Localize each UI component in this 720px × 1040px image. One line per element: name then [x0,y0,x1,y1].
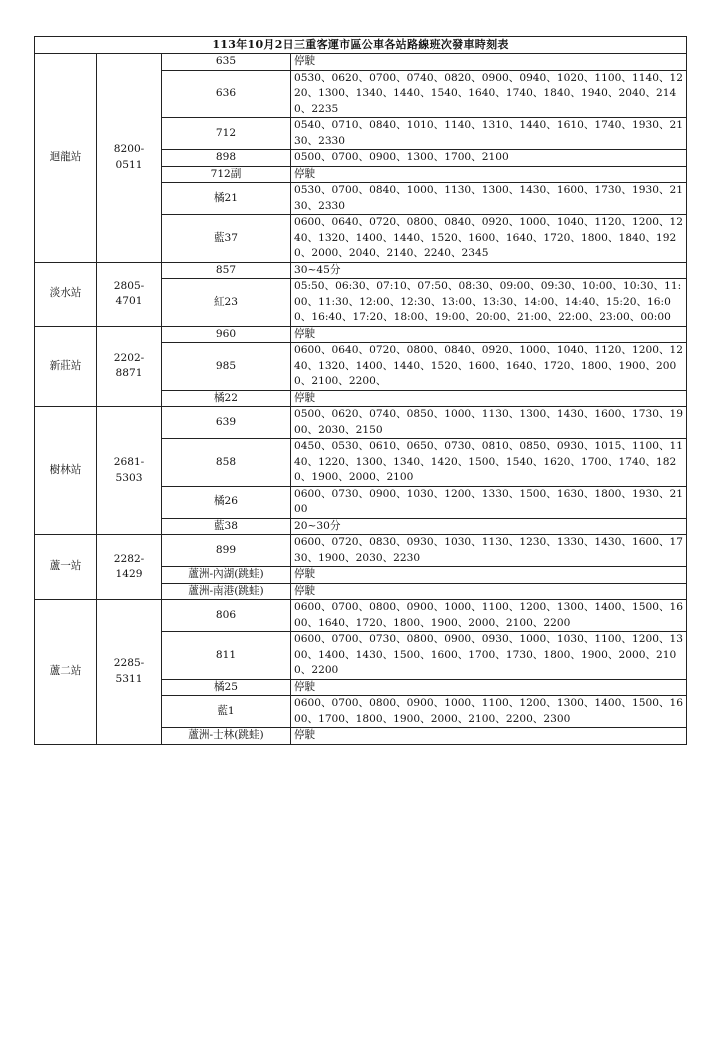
departure-times: 0600、0700、0800、0900、1000、1100、1200、1300、1400、1500、1600、1700、1800、1900、2000、2100、2200、2300 [291,696,687,728]
route-number: 藍38 [162,518,291,535]
departure-times: 停駛 [291,679,687,696]
departure-times: 0500、0700、0900、1300、1700、2100 [291,150,687,167]
station-phone: 2285-5311 [97,600,162,745]
table-row [35,535,687,567]
departure-times: 0600、0640、0720、0800、0840、0920、1000、1040、1120、1200、1240、1320、1400、1440、1520、1600、1640、1720、1800、1840、1920、2000、2040、2140、2240、2345 [291,215,687,263]
departure-times: 停駛 [291,166,687,183]
route-number: 紅23 [162,279,291,327]
route-number: 636 [162,70,291,118]
timetable-body [35,54,687,745]
departure-times: 0600、0700、0730、0800、0900、0930、1000、1030、1100、1200、1300、1400、1430、1500、1600、1700、1730、1800、1900、2000、2100、2200 [291,632,687,680]
table-row [35,54,687,71]
station-name: 蘆一站 [35,535,97,600]
departure-times: 0600、0720、0830、0930、1030、1130、1230、1330、1430、1600、1730、1900、2030、2230 [291,535,687,567]
timetable [34,36,687,745]
route-number: 橘22 [162,390,291,407]
station-phone: 8200-0511 [97,54,162,263]
table-row [35,262,687,279]
station-phone: 2202-8871 [97,326,162,407]
departure-times: 停駛 [291,54,687,71]
route-number: 639 [162,407,291,439]
departure-times: 0540、0710、0840、1010、1140、1310、1440、1610、1740、1930、2130、2330 [291,118,687,150]
route-number: 985 [162,343,291,391]
table-row [35,407,687,439]
departure-times: 停駛 [291,326,687,343]
station-phone: 2282-1429 [97,535,162,600]
table-title: 113年10月2日三重客運市區公車各站路線班次發車時刻表 [35,37,687,54]
route-number: 蘆洲-士林(跳蛙) [162,728,291,745]
departure-times: 30~45分 [291,262,687,279]
route-number: 712副 [162,166,291,183]
route-number: 898 [162,150,291,167]
route-number: 635 [162,54,291,71]
route-number: 橘21 [162,183,291,215]
station-name: 新莊站 [35,326,97,407]
departure-times: 05:50、06:30、07:10、07:50、08:30、09:00、09:30、10:00、10:30、11:00、11:30、12:00、12:30、13:00、13:30、14:00、14:40、15:20、16:00、16:40、17:20、18:00、19:00、20:00、21:00、22:00、23:00、00:00 [291,279,687,327]
departure-times: 0530、0700、0840、1000、1130、1300、1430、1600、1730、1930、2130、2330 [291,183,687,215]
station-phone: 2681-5303 [97,407,162,535]
departure-times: 20~30分 [291,518,687,535]
route-number: 橘26 [162,486,291,518]
station-name: 蘆二站 [35,600,97,745]
table-row [35,600,687,632]
route-number: 藍37 [162,215,291,263]
departure-times: 停駛 [291,728,687,745]
route-number: 899 [162,535,291,567]
station-name: 樹林站 [35,407,97,535]
station-phone: 2805-4701 [97,262,162,326]
departure-times: 0450、0530、0610、0650、0730、0810、0850、0930、1015、1100、1140、1220、1300、1340、1420、1500、1540、1620、1700、1740、1820、1900、2000、2100 [291,439,687,487]
route-number: 960 [162,326,291,343]
route-number: 蘆洲-南港(跳蛙) [162,583,291,600]
departure-times: 0500、0620、0740、0850、1000、1130、1300、1430、1600、1730、1900、2030、2150 [291,407,687,439]
route-number: 811 [162,632,291,680]
title-row [35,37,687,54]
route-number: 712 [162,118,291,150]
departure-times: 0530、0620、0700、0740、0820、0900、0940、1020、1100、1140、1220、1300、1340、1440、1540、1640、1740、1840、1940、2040、2140、2235 [291,70,687,118]
departure-times: 0600、0700、0800、0900、1000、1100、1200、1300、1400、1500、1600、1640、1720、1800、1900、2000、2100、2200 [291,600,687,632]
route-number: 806 [162,600,291,632]
departure-times: 0600、0730、0900、1030、1200、1330、1500、1630、1800、1930、2100 [291,486,687,518]
station-name: 迴龍站 [35,54,97,263]
route-number: 藍1 [162,696,291,728]
route-number: 蘆洲-內湖(跳蛙) [162,567,291,584]
table-row [35,326,687,343]
departure-times: 停駛 [291,583,687,600]
departure-times: 停駛 [291,390,687,407]
timetable-sheet [34,36,686,745]
route-number: 橘25 [162,679,291,696]
station-name: 淡水站 [35,262,97,326]
departure-times: 停駛 [291,567,687,584]
route-number: 857 [162,262,291,279]
route-number: 858 [162,439,291,487]
departure-times: 0600、0640、0720、0800、0840、0920、1000、1040、1120、1200、1240、1320、1400、1440、1520、1600、1640、1720、1800、1900、2000、2100、2200、 [291,343,687,391]
